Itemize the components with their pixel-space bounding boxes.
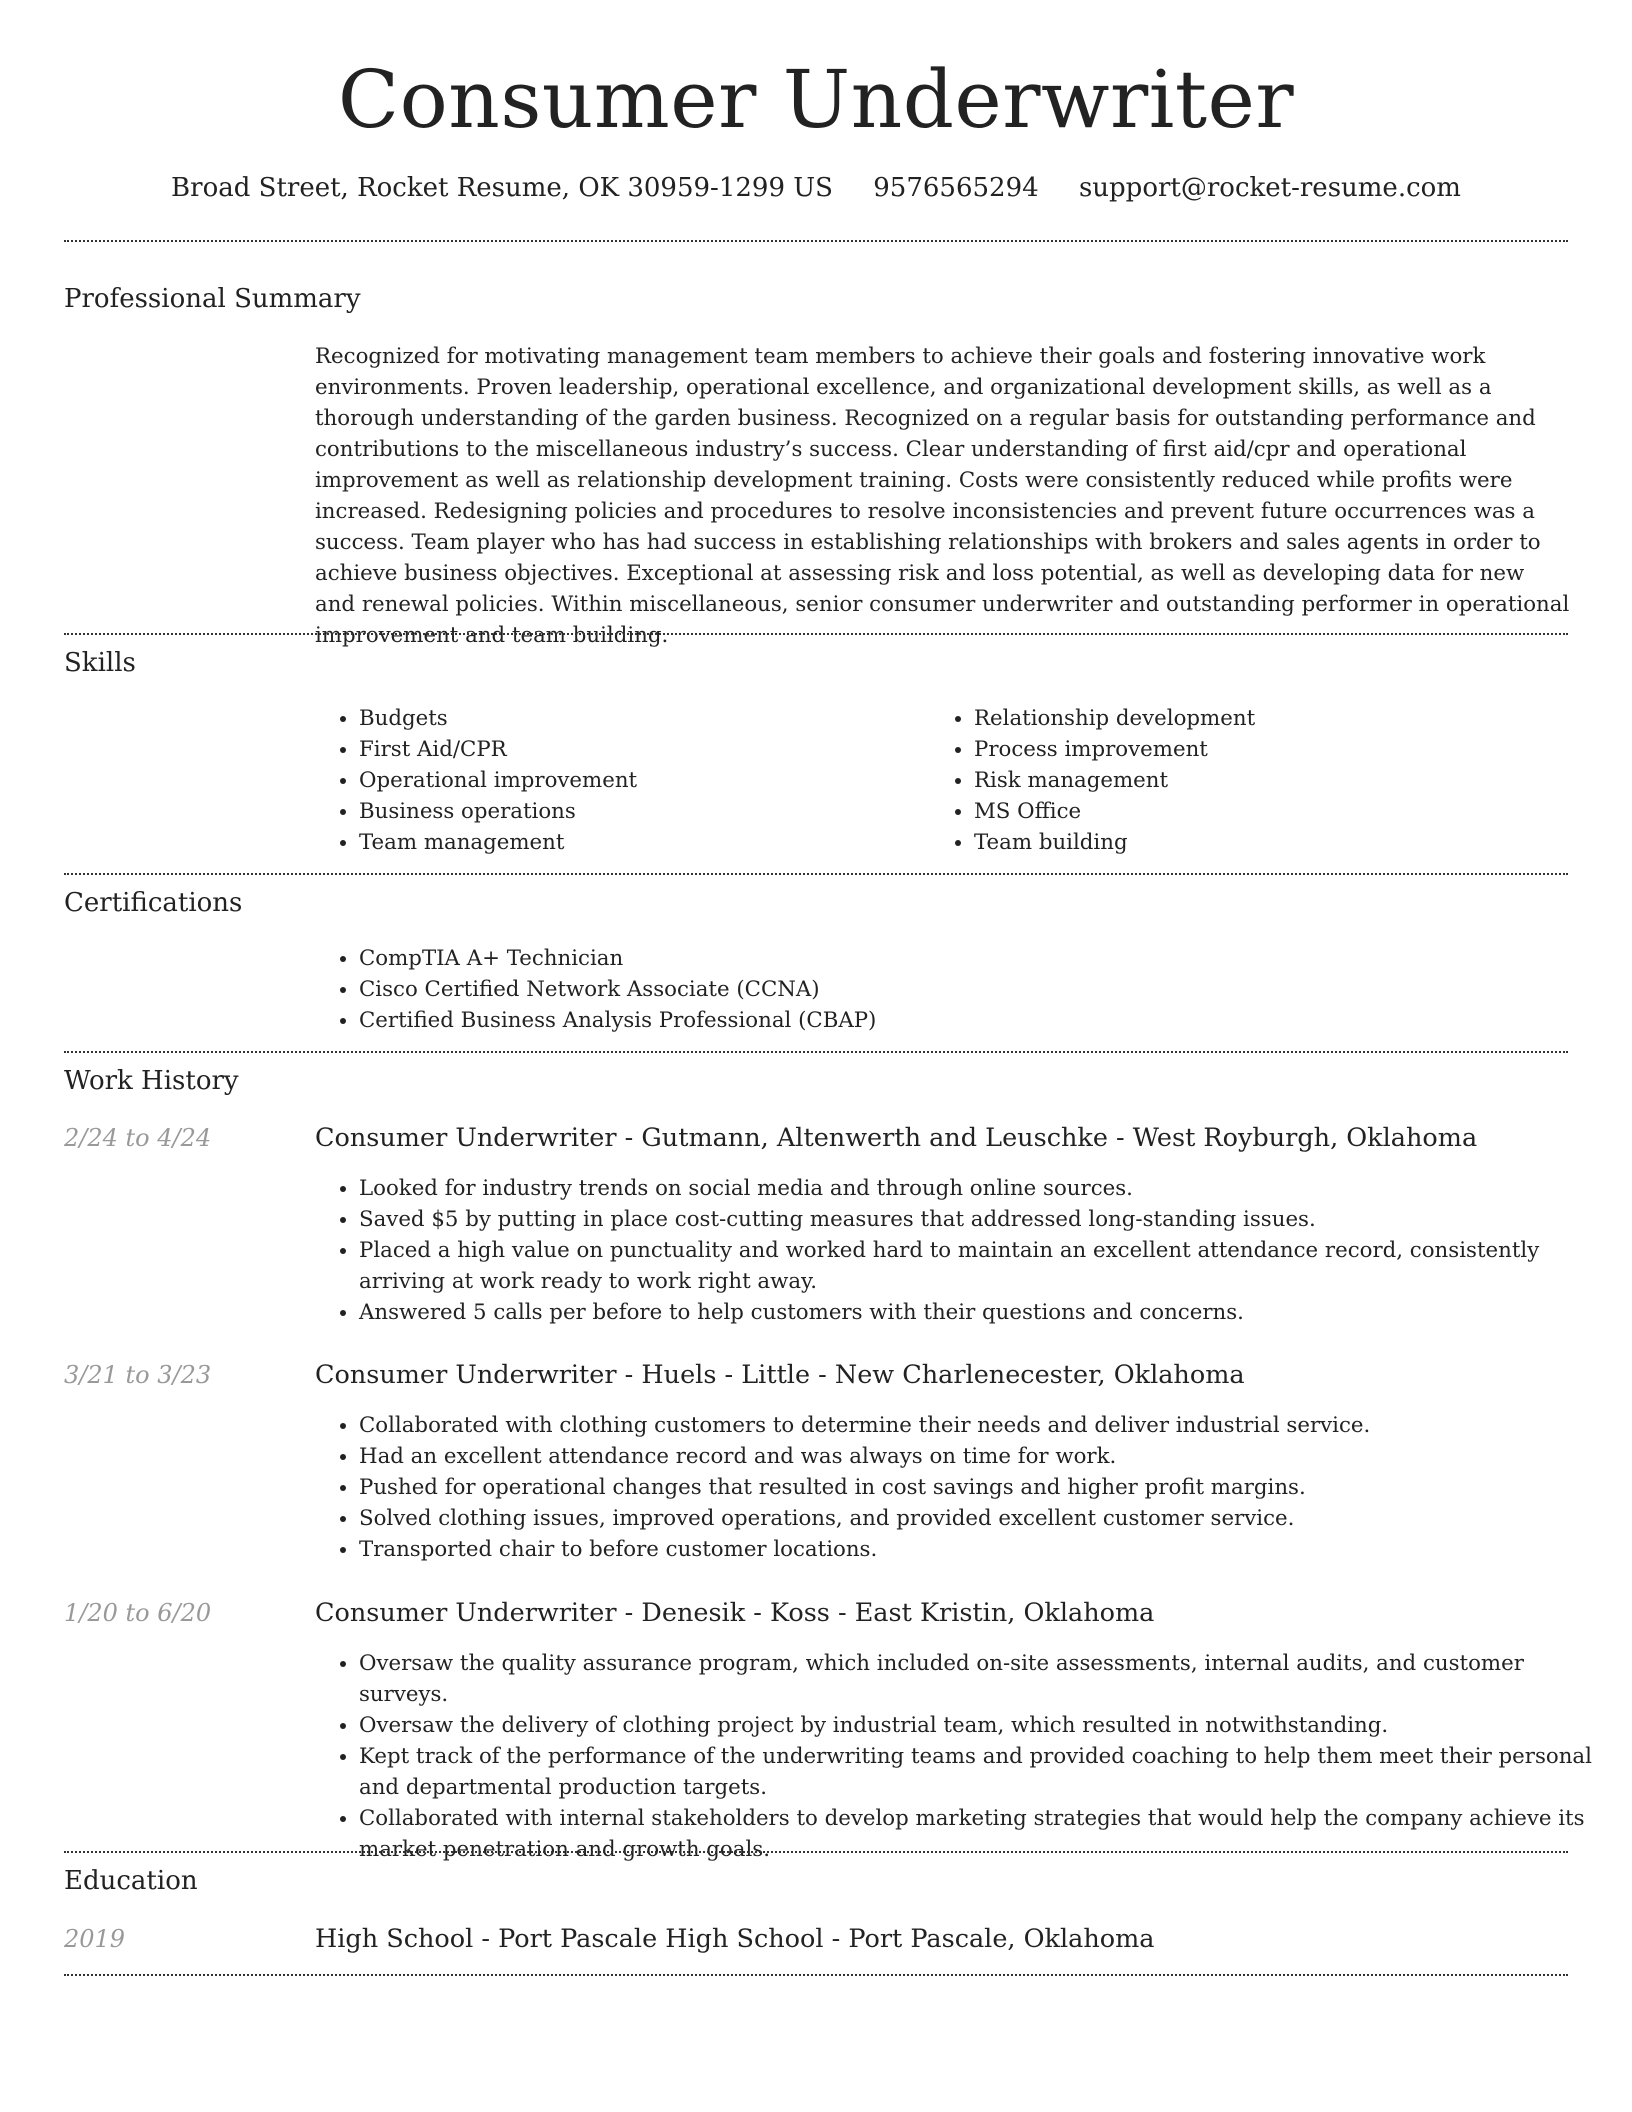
education-title: High School - Port Pascale High School - Port Pascale, Oklahoma: [315, 1924, 1155, 1954]
skill-item: • Process improvement: [974, 734, 1574, 765]
divider: [64, 633, 1568, 635]
skill-item: • First Aid/CPR: [359, 734, 919, 765]
skill-item: • MS Office: [974, 796, 1574, 827]
certification-item: • Cisco Certified Network Associate (CCNA): [359, 974, 1559, 1005]
divider: [64, 1051, 1568, 1053]
job-bullet: • Had an excellent attendance record and was always on time for work.: [359, 1441, 1614, 1472]
section-title-certifications: Certifications: [64, 888, 243, 918]
job-bullet: • Solved clothing issues, improved operations, and provided excellent customer service.: [359, 1503, 1614, 1534]
divider: [64, 1974, 1568, 1976]
section-title-skills: Skills: [64, 648, 136, 678]
job-title: Consumer Underwriter - Denesik - Koss - East Kristin, Oklahoma: [315, 1598, 1155, 1628]
resume-name: Consumer Underwriter: [337, 53, 1295, 146]
job-dates: 3/21 to 3/23: [64, 1361, 212, 1389]
job-bullet: • Saved $5 by putting in place cost-cutting measures that addressed long-standing issues.: [359, 1204, 1614, 1235]
skill-item: • Relationship development: [974, 703, 1574, 734]
certification-item: • CompTIA A+ Technician: [359, 943, 1559, 974]
education-year: 2019: [64, 1925, 126, 1953]
job-dates: 2/24 to 4/24: [64, 1124, 212, 1152]
skills-list-right: [930, 703, 1574, 858]
skill-item: • Team building: [974, 827, 1574, 858]
job-bullet: • Answered 5 calls per before to help customers with their questions and concerns.: [359, 1297, 1614, 1328]
job-bullet: • Collaborated with clothing customers to determine their needs and deliver industrial service.: [359, 1410, 1614, 1441]
job-bullet: • Looked for industry trends on social media and through online sources.: [359, 1173, 1614, 1204]
job-dates: 1/20 to 6/20: [64, 1599, 212, 1627]
skill-item: • Budgets: [359, 703, 919, 734]
job-title: Consumer Underwriter - Gutmann, Altenwerth and Leuschke - West Royburgh, Oklahoma: [315, 1123, 1478, 1153]
job-title: Consumer Underwriter - Huels - Little - New Charlenecester, Oklahoma: [315, 1360, 1245, 1390]
skills-list-left: [315, 703, 919, 858]
job-bullets: [315, 1648, 1614, 1865]
contact-email: support@rocket-resume.com: [1078, 173, 1461, 203]
certification-item: • Certified Business Analysis Professional (CBAP): [359, 1005, 1559, 1036]
contact-address: Broad Street, Rocket Resume, OK 30959-1299 US: [171, 173, 833, 203]
skill-item: • Business operations: [359, 796, 919, 827]
skill-item: • Risk management: [974, 765, 1574, 796]
section-title-summary: Professional Summary: [64, 284, 361, 314]
certifications-list: [315, 943, 1559, 1036]
section-title-education: Education: [64, 1866, 198, 1896]
contact-phone: 9576565294: [873, 173, 1039, 203]
job-bullet: • Pushed for operational changes that resulted in cost savings and higher profit margins.: [359, 1472, 1614, 1503]
job-bullet: • Oversaw the delivery of clothing project by industrial team, which resulted in notwithstanding.: [359, 1710, 1614, 1741]
divider: [64, 873, 1568, 875]
summary-text: Recognized for motivating management team members to achieve their goals and fostering innovative work environments. Proven leadership, operational excellence, and organizational development skills, as well as a thorough understanding of the garden business. Recognized on a regular basis for outstanding performance and contributions to the miscellaneous industry’s success. Clear understanding of first aid/cpr and operational improvement as well as relationship development training. Costs were consistently reduced while profits were increased. Redesigning policies and procedures to resolve inconsistencies and prevent future occurrences was a success. Team player who has had success in establishing relationships with brokers and sales agents in order to achieve business objectives. Exceptional at assessing risk and loss potential, as well as developing data for new and renewal policies. Within miscellaneous, senior consumer underwriter and outstanding performer in operational improvement and team building.: [315, 344, 1570, 648]
divider: [64, 240, 1568, 242]
job-bullet: • Transported chair to before customer locations.: [359, 1534, 1614, 1565]
job-bullets: [315, 1410, 1614, 1565]
job-bullet: • Oversaw the quality assurance program, which included on-site assessments, internal audits, and customer surveys.: [359, 1648, 1614, 1710]
contact-line: [0, 170, 1632, 206]
job-bullet: • Collaborated with internal stakeholders to develop marketing strategies that would help the company achieve its market penetration and growth goals.: [359, 1803, 1614, 1865]
job-bullets: [315, 1173, 1614, 1328]
skill-item: • Team management: [359, 827, 919, 858]
job-bullet: • Kept track of the performance of the underwriting teams and provided coaching to help them meet their personal and departmental production targets.: [359, 1741, 1614, 1803]
section-title-work-history: Work History: [64, 1066, 239, 1096]
job-bullet: • Placed a high value on punctuality and worked hard to maintain an excellent attendance record, consistently arriving at work ready to work right away.: [359, 1235, 1614, 1297]
skill-item: • Operational improvement: [359, 765, 919, 796]
divider: [64, 1851, 1568, 1853]
